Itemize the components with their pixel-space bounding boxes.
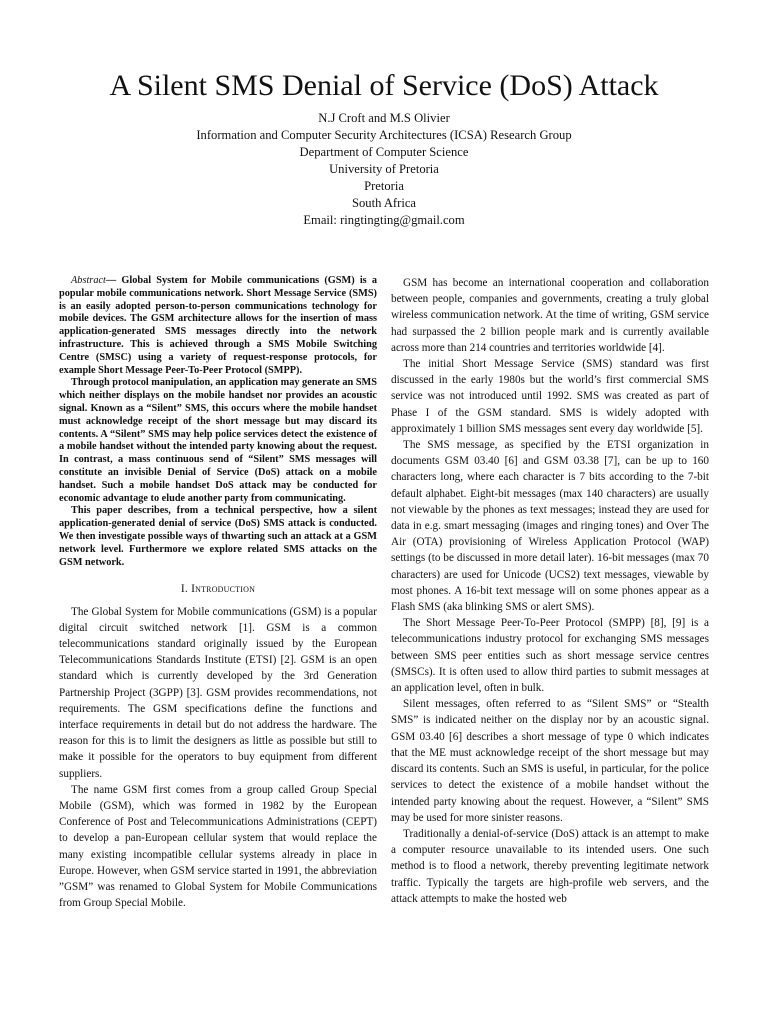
body-paragraph-5: Silent messages, often referred to as “Silent SMS” or “Stealth SMS” is indicated neither on the display nor by an acoustic signal. GSM 03.40 [6] describes a short message of type 0 which indicates that the ME must acknowledge receipt of the short message but may discard its contents. Such an SMS is useful, in particular, for the police services to detect the existence of a mobile handset without the intended party knowing about the request. However, a “Silent” SMS may be used for more sinister reasons.: [391, 698, 709, 824]
abstract-lead: Abstract: [71, 275, 106, 286]
left-column: [59, 275, 377, 911]
abstract-paragraph-1: [59, 275, 377, 377]
right-column: [391, 275, 709, 907]
body-paragraph-4: The Short Message Peer-To-Peer Protocol (SMPP) [8], [9] is a telecommunications industry protocol for exchanging SMS messages between SMS peer entities such as short message service centres (SMSCs). It is often used to allow third parties to submit messages at an application level, often in bulk.: [391, 617, 709, 695]
affiliation-department: Department of Computer Science: [299, 145, 469, 159]
body-paragraph-1: GSM has become an international cooperation and collaboration between people, companies and governments, creating a truly global wireless communication network. At the time of writing, GSM service had surpassed the 2 billion people mark and is currently available across more than 214 countries and territories worldwide [4].: [391, 277, 709, 354]
abstract-paragraph-2: Through protocol manipulation, an application may generate an SMS which neither displays on the mobile handset nor provides an acoustic signal. Known as a “Silent” SMS, this occurs where the mobile handset must acknowledge receipt of the short message but may discard its contents. A “Silent” SMS may help police services detect the existence of a mobile handset without the intended party knowing about the request. In contrast, a mass continuous send of “Silent” SMS messages will constitute an invisible Denial of Service (DoS) attack on a mobile handset. Such a mobile handset DoS attack may be conducted for economic advantage to elude another party from communicating.: [59, 377, 377, 504]
affiliation-city: Pretoria: [364, 179, 404, 193]
abstract-paragraph-3: This paper describes, from a technical perspective, how a silent application-generated denial of service (DoS) SMS attack is conducted. We then investigate possible ways of thwarting such an attack at a GSM network level. Furthermore we explore related SMS attacks on the GSM network.: [59, 505, 377, 568]
body-paragraph-2: The initial Short Message Service (SMS) standard was first discussed in the early 1980s but the world’s first commercial SMS service was not introduced until 1992. SMS was created as part of Phase I of the GSM standard. SMS is widely adopted with approximately 1 billion SMS messages sent every day worldwide [5].: [391, 358, 709, 435]
body-paragraph-3: The SMS message, as specified by the ETSI organization in documents GSM 03.40 [6] and GSM 03.38 [7], can be up to 160 characters long, where each character is 7 bits according to the 7-bit default alphabet. Eight-bit messages (max 140 characters) are usually not viewable by the phones as text messages; instead they are used for data in e.g. smart messaging (images and ringing tones) and Over The Air (OTA) provisioning of Wireless Application Protocol (WAP) settings (to be discussed in more detail later). 16-bit messages (max 70 characters) are used for Unicode (UCS2) text messages, viewable by most phones. A 16-bit text message will on some phones appear as a Flash SMS (aka blinking SMS or alert SMS).: [391, 439, 709, 614]
intro-paragraph-2: The name GSM first comes from a group called Group Special Mobile (GSM), which was formed in 1982 by the European Conference of Post and Telecommunications Administrations (CEPT) to develop a pan-European cellular system that would replace the many existing incompatible cellular systems already in place in Europe. However, when GSM service started in 1991, the abbreviation ”GSM” was renamed to Global System for Mobile Communications from Group Special Mobile.: [59, 783, 377, 910]
section-heading-introduction: [59, 581, 377, 597]
abstract: [59, 275, 377, 569]
section-number: I.: [180, 583, 188, 596]
intro-paragraph-1: The Global System for Mobile communications (GSM) is a popular digital circuit switched network [1]. GSM is a common telecommunications standard originally issued by the European Telecommunications Standards Institute (ETSI) [2]. GSM is an open standard which is currently developed by the 3rd Generation Partnership Project (3GPP) [3]. GSM provides recommendations, not requirements. The GSM specifications define the functions and interface requirements in detail but do not address the hardware. The reason for this is to limit the designers as little as possible but still to make it possible for the operators to buy equipment from different suppliers.: [59, 605, 377, 780]
author-names: N.J Croft and M.S Olivier: [318, 111, 450, 125]
affiliation-country: South Africa: [351, 196, 416, 210]
author-email: Email: ringtingting@gmail.com: [303, 213, 465, 227]
section-title: Introduction: [191, 583, 256, 596]
author-block: [0, 110, 768, 229]
paper-title: A Silent SMS Denial of Service (DoS) Attack: [109, 69, 659, 102]
abstract-text-1: — Global System for Mobile communications (GSM) is a popular mobile communications network. Short Message Service (SMS) is an easily adopted person-to-person communications technology for mobile devices. The GSM architecture allows for the insertion of mass application-generated SMS messages directly into the network infrastructure. This is achieved through a SMS Mobile Switching Centre (SMSC) using a variety of request-response protocols, for example Short Message Peer-To-Peer Protocol (SMPP).: [59, 275, 377, 376]
affiliation-university: University of Pretoria: [329, 162, 439, 176]
affiliation-group: Information and Computer Security Architectures (ICSA) Research Group: [196, 128, 572, 142]
body-paragraph-6: Traditionally a denial-of-service (DoS) attack is an attempt to make a computer resource unavailable to its intended users. One such method is to flood a network, thereby preventing legitimate network traffic. Typically the targets are high-profile web servers, and the attack attempts to make the hosted web: [391, 827, 709, 905]
